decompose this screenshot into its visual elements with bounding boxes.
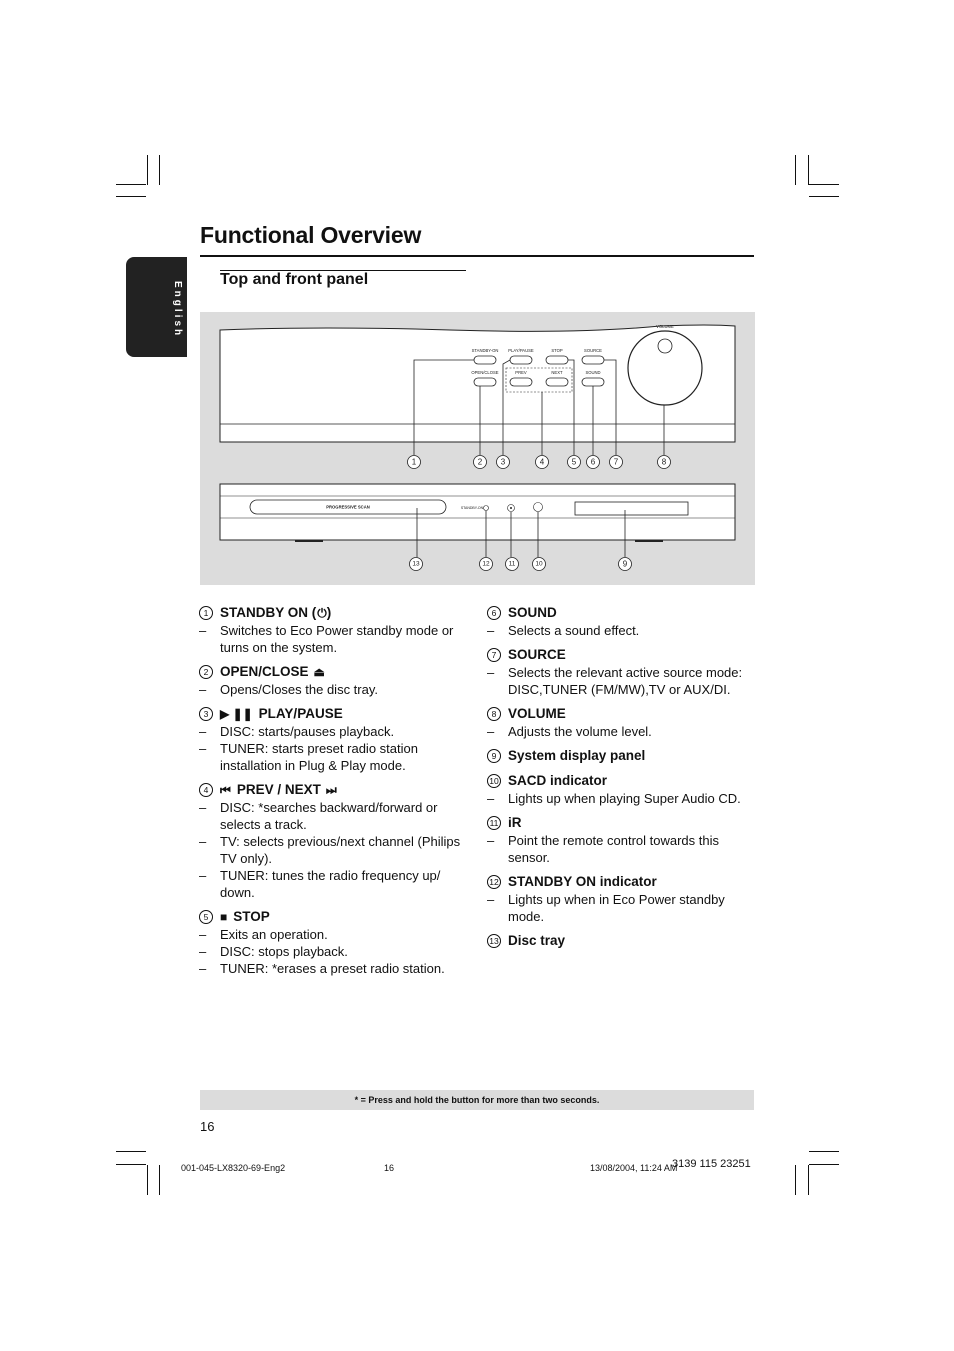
footer-code: 3139 115 23251 <box>672 1158 751 1170</box>
description-text: Selects a sound effect. <box>508 623 640 638</box>
volume-label: VOLUME <box>656 324 674 329</box>
description-text: DISC: stops playback. <box>220 944 348 959</box>
feature-item <box>487 705 757 740</box>
feature-item <box>199 604 469 656</box>
description-text: Exits an operation. <box>220 927 328 942</box>
description-text: TUNER: starts preset radio station installation in Plug & Play mode. <box>220 741 418 773</box>
feature-description <box>199 926 469 943</box>
feature-item <box>199 908 469 977</box>
crop-mark <box>147 155 148 185</box>
feature-heading <box>487 646 757 664</box>
callout-1: 1 <box>411 457 417 467</box>
item-number: 3 <box>199 707 213 721</box>
callout-5: 5 <box>571 457 577 467</box>
feature-item <box>487 814 757 866</box>
feature-description <box>487 790 757 807</box>
feature-item <box>199 781 469 901</box>
feature-description <box>487 891 757 925</box>
callout-6: 6 <box>590 457 596 467</box>
description-text: TUNER: *erases a preset radio station. <box>220 961 445 976</box>
crop-mark <box>116 1151 146 1152</box>
item-number: 6 <box>487 606 501 620</box>
feature-title: STANDBY ON indicator <box>508 874 657 889</box>
crop-mark <box>116 196 146 197</box>
feature-heading <box>487 705 757 723</box>
footer-file-ref: 001-045-LX8320-69-Eng2 <box>181 1163 286 1173</box>
bullet-dash: – <box>487 724 495 739</box>
item-number: 9 <box>487 749 501 763</box>
feature-heading <box>487 932 757 950</box>
feature-description <box>487 622 757 639</box>
description-text: Selects the relevant active source mode: DISC,TUNER (FM/MW),TV or AUX/DI. <box>508 665 743 697</box>
open-close-button <box>474 378 496 386</box>
bullet-dash: – <box>199 834 207 849</box>
bullet-dash: – <box>199 800 207 815</box>
description-text: Lights up when in Eco Power standby mode. <box>508 892 725 924</box>
feature-title: STOP <box>233 909 270 924</box>
feature-heading <box>199 781 469 799</box>
crop-mark <box>795 155 796 185</box>
crop-mark <box>809 1164 839 1165</box>
device-illustration <box>200 312 755 585</box>
feature-title: PLAY/PAUSE <box>258 706 343 721</box>
callout-7: 7 <box>613 457 619 467</box>
feature-description <box>199 960 469 977</box>
stop-label: STOP <box>551 348 563 353</box>
description-text: Switches to Eco Power standby mode or turns on the system. <box>220 623 454 655</box>
stop-button <box>546 356 568 364</box>
crop-mark <box>116 184 146 185</box>
feature-title-suffix: ) <box>326 605 332 620</box>
page-number: 16 <box>200 1119 215 1134</box>
description-text: Point the remote control towards this sensor. <box>508 833 719 865</box>
callout-10: 10 <box>535 560 543 568</box>
progressive-scan-label: PROGRESSIVE SCAN <box>326 504 370 510</box>
language-tab <box>126 257 187 357</box>
feature-title: SOURCE <box>508 647 566 662</box>
right-column <box>487 604 757 957</box>
bullet-dash: – <box>199 724 207 739</box>
description-text: DISC: starts/pauses playback. <box>220 724 395 739</box>
crop-mark <box>159 1165 160 1195</box>
crop-mark <box>809 1151 839 1152</box>
feature-description <box>199 833 469 867</box>
sound-button <box>582 378 604 386</box>
feature-item <box>487 932 757 950</box>
feature-title: iR <box>508 815 522 830</box>
page-title: Functional Overview <box>200 222 422 248</box>
feature-heading <box>487 873 757 891</box>
item-number: 7 <box>487 648 501 662</box>
language-tab-label: English <box>172 281 183 339</box>
crop-mark <box>159 155 160 185</box>
feature-item <box>199 663 469 698</box>
feature-title: VOLUME <box>508 706 566 721</box>
callout-12: 12 <box>482 560 490 568</box>
feature-item <box>487 873 757 925</box>
system-display-panel <box>575 502 688 515</box>
feature-item <box>487 646 757 698</box>
standby-on-label: STANDBY-ON <box>471 348 499 353</box>
next-button <box>546 378 568 386</box>
feature-item <box>487 772 757 807</box>
item-number: 8 <box>487 707 501 721</box>
feature-description <box>199 622 469 656</box>
callout-3: 3 <box>500 457 506 467</box>
sacd-indicator <box>534 503 543 512</box>
description-text: Adjusts the volume level. <box>508 724 652 739</box>
bullet-dash: – <box>199 961 207 976</box>
feature-title: STANDBY ON ( <box>220 605 317 620</box>
source-button <box>582 356 604 364</box>
description-text: DISC: *searches backward/forward or selects a track. <box>220 800 438 832</box>
button-symbol-icon: ⏮ <box>220 783 231 797</box>
footer-page-ref: 16 <box>384 1163 395 1173</box>
item-number: 4 <box>199 783 213 797</box>
standby-on-indicator <box>484 506 489 511</box>
standby-on-button <box>474 356 496 364</box>
volume-knob-marker <box>658 339 672 353</box>
button-symbol-icon: ▶ ❚❚ <box>220 707 253 721</box>
feature-heading <box>487 772 757 790</box>
feature-description <box>199 943 469 960</box>
feature-item <box>487 604 757 639</box>
crop-mark <box>147 1165 148 1195</box>
feature-description <box>199 723 469 740</box>
left-column <box>199 604 469 984</box>
play-pause-label: PLAY/PAUSE <box>508 348 534 353</box>
callout-9: 9 <box>622 559 628 569</box>
bullet-dash: – <box>199 868 207 883</box>
item-number: 10 <box>487 774 501 788</box>
callout-4: 4 <box>539 457 545 467</box>
callout-11: 11 <box>508 560 516 568</box>
item-number: 11 <box>487 816 501 830</box>
next-label: NEXT <box>551 370 563 375</box>
crop-mark <box>808 1165 809 1195</box>
section-title: Top and front panel <box>220 271 369 288</box>
bullet-dash: – <box>487 833 495 848</box>
sound-label: SOUND <box>585 370 601 375</box>
feature-title: Disc tray <box>508 933 566 948</box>
feature-title: SOUND <box>508 605 557 620</box>
description-text: TUNER: tunes the radio frequency up/ down. <box>220 868 441 900</box>
item-number: 12 <box>487 875 501 889</box>
play-pause-button <box>510 356 532 364</box>
feature-heading <box>487 604 757 622</box>
description-text: Lights up when playing Super Audio CD. <box>508 791 741 806</box>
item-number: 13 <box>487 934 501 948</box>
source-label: SOURCE <box>584 348 602 353</box>
callout-13: 13 <box>412 560 420 568</box>
feature-heading <box>199 663 469 681</box>
callout-8: 8 <box>661 457 667 467</box>
crop-mark <box>808 155 809 185</box>
callout-2: 2 <box>477 457 483 467</box>
front-callouts <box>410 558 632 571</box>
bullet-dash: – <box>487 791 495 806</box>
feature-description <box>199 681 469 698</box>
footnote: * = Press and hold the button for more than two seconds. <box>200 1090 754 1110</box>
feature-title: PREV / NEXT <box>236 782 321 797</box>
feature-heading <box>487 747 757 765</box>
prev-label: PREV <box>515 370 527 375</box>
button-symbol-icon: ⏭ <box>325 783 337 797</box>
bullet-dash: – <box>199 682 207 697</box>
device-diagram <box>200 312 755 585</box>
item-number: 2 <box>199 665 213 679</box>
bullet-dash: – <box>199 944 207 959</box>
open-close-label: OPEN/CLOSE <box>471 370 499 375</box>
description-text: Opens/Closes the disc tray. <box>220 682 378 697</box>
title-rule <box>200 255 754 257</box>
bullet-dash: – <box>487 665 495 680</box>
feature-description <box>487 664 757 698</box>
feature-description <box>199 867 469 901</box>
feature-title: SACD indicator <box>508 773 608 788</box>
crop-mark <box>116 1164 146 1165</box>
crop-mark <box>795 1165 796 1195</box>
crop-mark <box>809 196 839 197</box>
prev-button <box>510 378 532 386</box>
feature-item <box>487 747 757 765</box>
feature-heading <box>199 908 469 926</box>
feature-description <box>487 723 757 740</box>
crop-mark <box>809 184 839 185</box>
feature-item <box>199 705 469 774</box>
standby-indicator-label: STANDBY-ON <box>460 506 484 510</box>
feature-description <box>199 799 469 833</box>
item-number: 5 <box>199 910 213 924</box>
bullet-dash: – <box>199 623 207 638</box>
feature-title: OPEN/CLOSE <box>220 664 309 679</box>
feature-heading <box>199 705 469 723</box>
feature-title: System display panel <box>508 748 646 763</box>
button-symbol-icon: ⏻ <box>317 606 327 620</box>
bullet-dash: – <box>199 927 207 942</box>
button-symbol-icon: ⏏ <box>313 665 325 679</box>
feature-heading <box>487 814 757 832</box>
feature-heading <box>199 604 469 622</box>
feature-description <box>199 740 469 774</box>
item-number: 1 <box>199 606 213 620</box>
top-callouts <box>408 456 671 469</box>
footer-datetime: 13/08/2004, 11:24 AM <box>590 1163 678 1173</box>
bullet-dash: – <box>199 741 207 756</box>
button-symbol-icon: ■ <box>220 910 228 924</box>
bullet-dash: – <box>487 892 495 907</box>
feature-description <box>487 832 757 866</box>
description-text: TV: selects previous/next channel (Philips TV only). <box>220 834 461 866</box>
bullet-dash: – <box>487 623 495 638</box>
